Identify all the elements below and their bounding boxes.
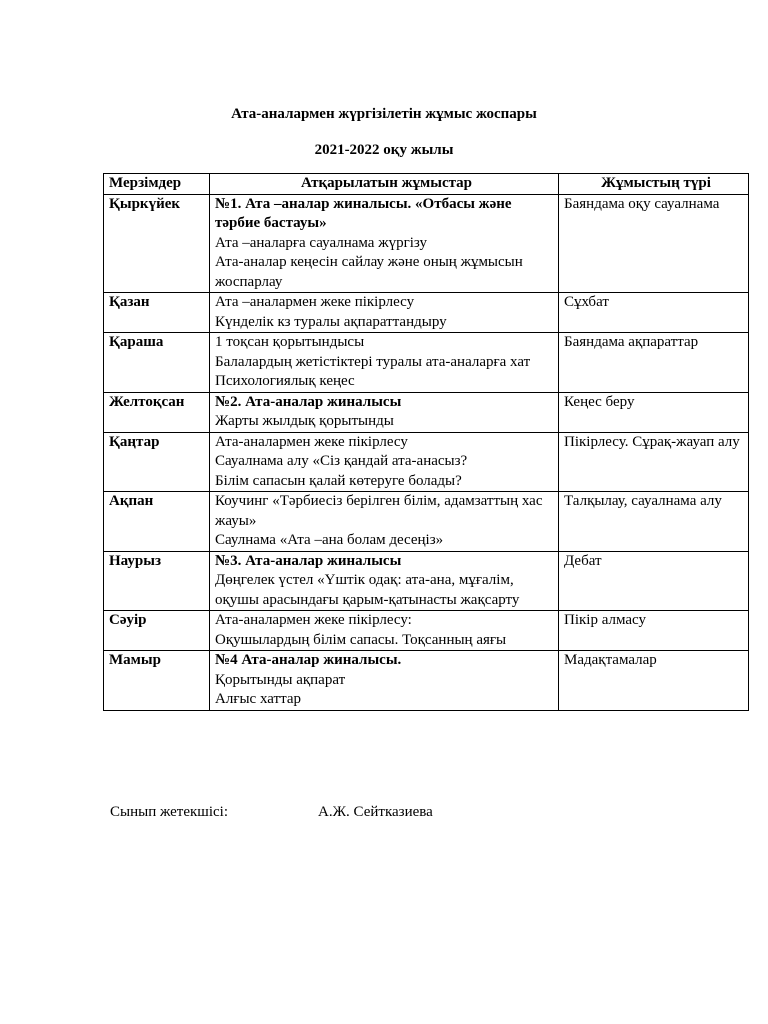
work-item: 1 тоқсан қорытындысы <box>215 334 365 350</box>
work-item: Жарты жылдық қорытынды <box>215 413 394 429</box>
table-row <box>104 611 749 651</box>
month-cell: Наурыз <box>104 551 210 611</box>
work-item: Балалардың жетістіктері туралы ата-аналарға хат <box>215 353 531 370</box>
class-teacher-name: А.Ж. Сейтказиева <box>318 804 433 820</box>
column-header-type: Жұмыстың түрі <box>559 174 749 195</box>
table-row <box>104 194 749 293</box>
work-item: №4 Ата-аналар жиналысы. <box>215 652 402 668</box>
work-type-cell: Сұхбат <box>559 293 749 333</box>
column-header-period: Мерзімдер <box>104 174 210 195</box>
table-row <box>104 551 749 611</box>
work-item: Сауалнама алу «Сіз қандай ата-анасыз? <box>215 453 468 469</box>
work-type-cell: Дебат <box>559 551 749 611</box>
table-row <box>104 392 749 432</box>
work-item: №1. Ата –аналар жиналысы. «Отбасы және тәрбие бастауы» <box>215 195 512 231</box>
work-type-cell: Баяндама оқу сауалнама <box>559 194 749 293</box>
work-item: Ата –аналармен жеке пікірлесу <box>215 294 415 310</box>
month-cell: Желтоқсан <box>104 392 210 432</box>
work-item: Ата-аналар кеңесін сайлау және оның жұмысын жоспарлау <box>215 254 523 290</box>
work-item: Алғыс хаттар <box>215 691 301 707</box>
works-cell <box>210 293 559 333</box>
work-item: Білім сапасын қалай көтеруге болады? <box>215 472 462 489</box>
document-title: Ата-аналармен жүргізілетін жұмыс жоспары <box>231 106 537 122</box>
work-item: Оқушылардың білім сапасы. Тоқсанның аяғы <box>215 631 507 648</box>
work-item: Қорытынды ақпарат <box>215 671 346 688</box>
work-item: Күнделік кз туралы ақпараттандыру <box>215 313 447 330</box>
month-cell: Сәуір <box>104 611 210 651</box>
academic-year: 2021-2022 оқу жылы <box>314 142 454 158</box>
month-cell: Қазан <box>104 293 210 333</box>
work-item: Коучинг «Тәрбиесіз берілген білім, адамзаттың хас жауы» <box>215 493 543 529</box>
works-cell <box>210 492 559 552</box>
work-item: Ата –аналарға сауалнама жүргізу <box>215 234 427 251</box>
month-cell: Қыркүйек <box>104 194 210 293</box>
works-cell <box>210 194 559 293</box>
table-header-row <box>104 174 749 195</box>
works-cell <box>210 611 559 651</box>
work-type-cell: Пікірлесу. Сұрақ-жауап алу <box>559 432 749 492</box>
work-type-cell: Пікір алмасу <box>559 611 749 651</box>
work-item: Ата-аналармен жеке пікірлесу <box>215 433 408 450</box>
work-plan-table <box>103 173 749 711</box>
class-teacher-label: Сынып жетекшісі: <box>110 804 229 820</box>
month-cell: Мамыр <box>104 651 210 711</box>
table-row <box>104 432 749 492</box>
table-body <box>104 194 749 710</box>
month-cell: Ақпан <box>104 492 210 552</box>
works-cell <box>210 392 559 432</box>
work-type-cell: Баяндама ақпараттар <box>559 333 749 393</box>
month-cell: Қаңтар <box>104 432 210 492</box>
work-type-cell: Кеңес беру <box>559 392 749 432</box>
works-cell <box>210 333 559 393</box>
work-item: Ата-аналармен жеке пікірлесу: <box>215 612 412 628</box>
work-type-cell: Мадақтамалар <box>559 651 749 711</box>
work-item: Саулнама «Ата –ана болам десеңіз» <box>215 532 444 548</box>
column-header-works: Атқарылатын жұмыстар <box>210 174 559 195</box>
works-cell <box>210 551 559 611</box>
work-item: №2. Ата-аналар жиналысы <box>215 393 402 410</box>
table-row <box>104 333 749 393</box>
table-row <box>104 651 749 711</box>
month-cell: Қараша <box>104 333 210 393</box>
work-item: Дөңгелек үстел «Үштік одақ: ата-ана, мұғалім, оқушы арасындағы қарым-қатынасты жақсарту <box>215 572 520 608</box>
works-cell <box>210 432 559 492</box>
works-cell <box>210 651 559 711</box>
work-item: Психологиялық кеңес <box>215 373 355 389</box>
table-row <box>104 492 749 552</box>
table-row <box>104 293 749 333</box>
work-type-cell: Талқылау, сауалнама алу <box>559 492 749 552</box>
work-item: №3. Ата-аналар жиналысы <box>215 552 402 569</box>
